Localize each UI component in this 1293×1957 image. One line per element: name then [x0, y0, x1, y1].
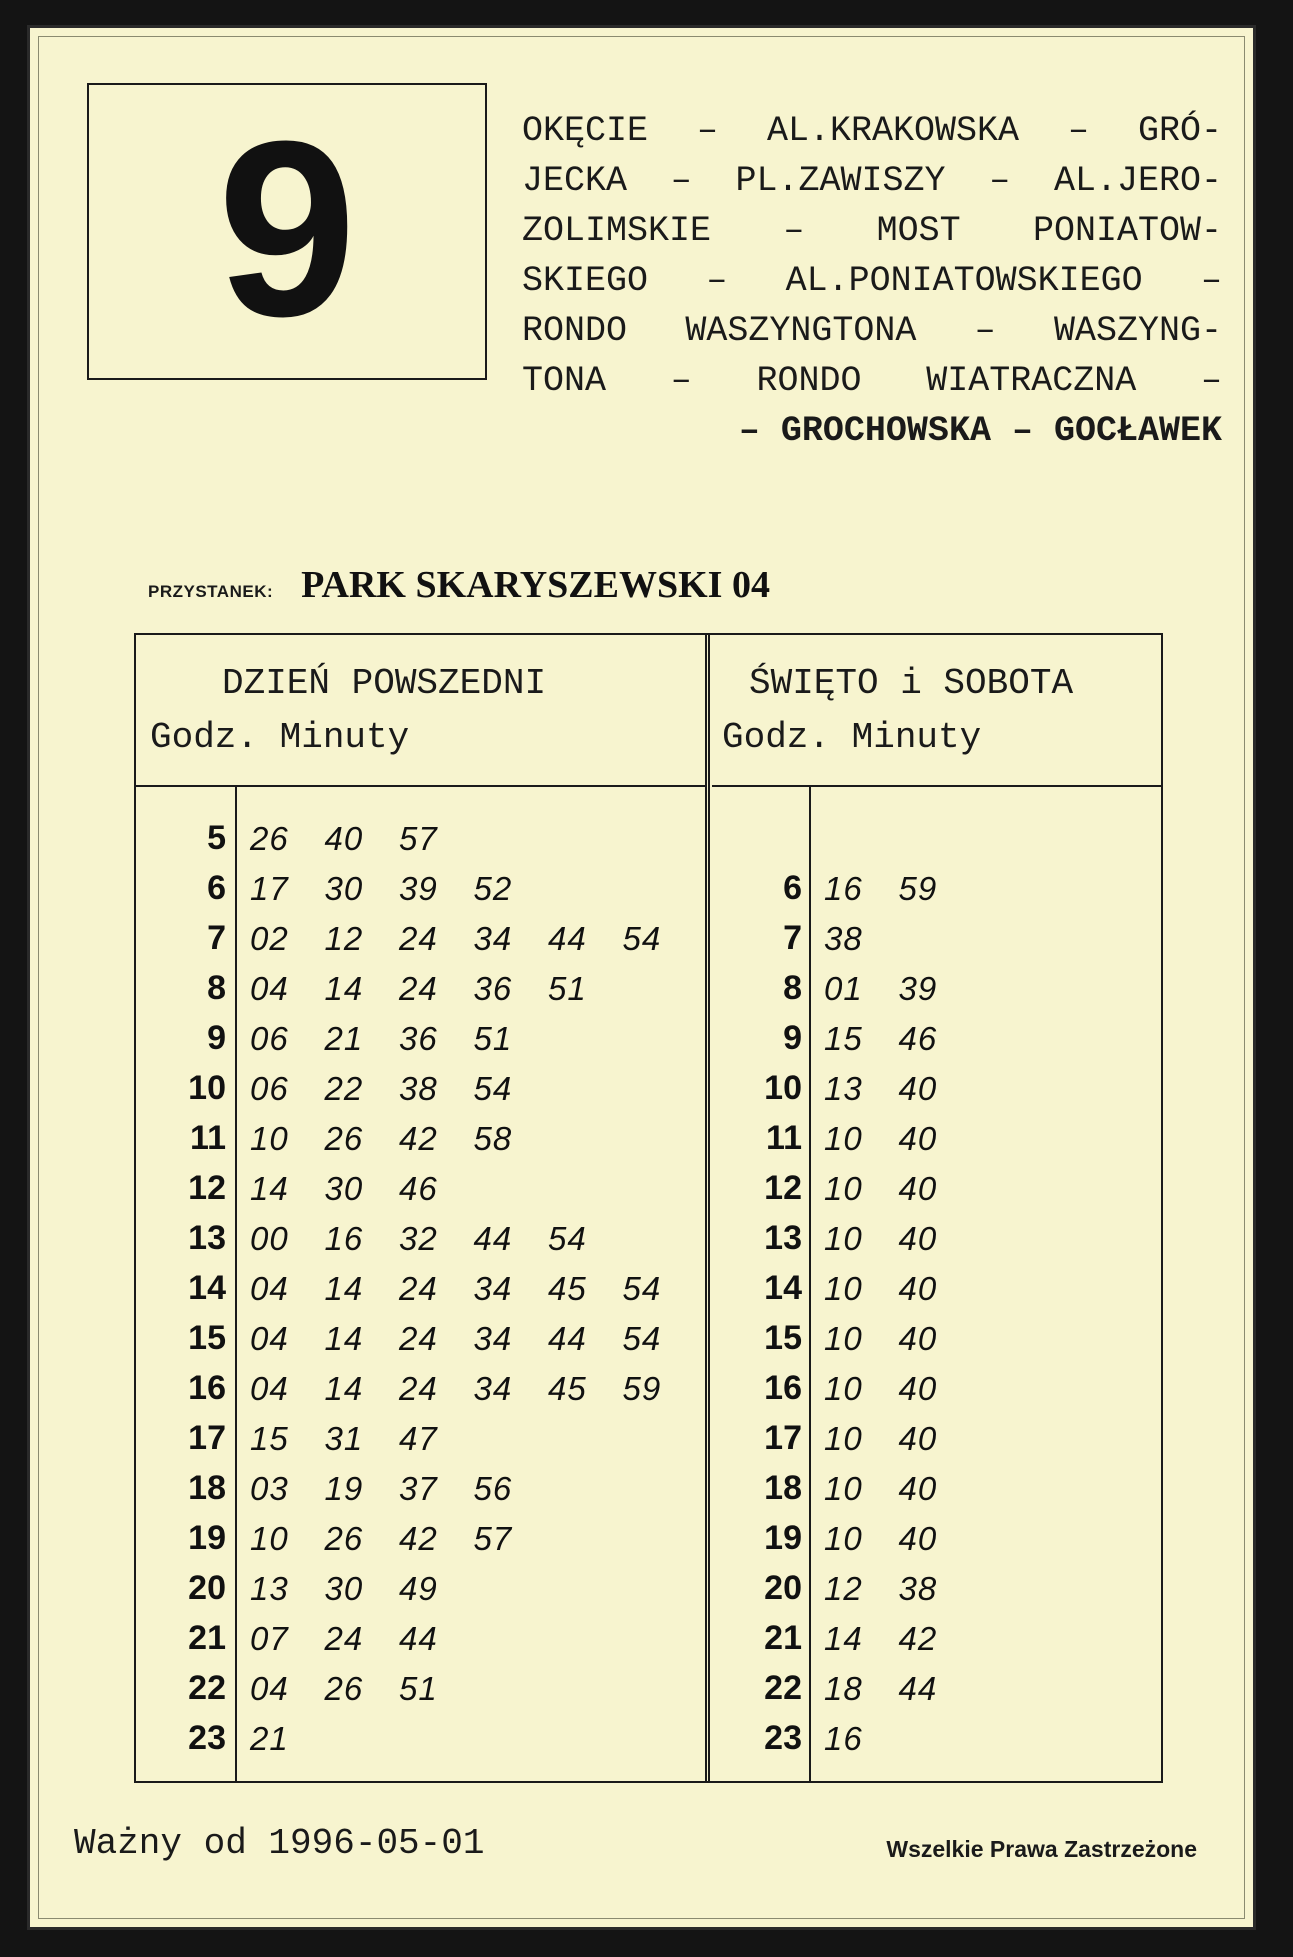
weekday-minute: 04 [250, 1270, 289, 1307]
weekday-minute: 45 [548, 1270, 587, 1307]
holiday-minute: 10 [824, 1420, 863, 1457]
weekday-minutes [250, 1570, 474, 1608]
valid-from: Ważny od 1996-05-01 [74, 1823, 485, 1864]
weekday-minutes [250, 1620, 474, 1658]
holiday-hour: 13 [764, 1219, 802, 1257]
weekday-minutes [250, 1520, 548, 1558]
weekday-minute: 44 [548, 920, 587, 957]
weekday-minute: 07 [250, 1620, 289, 1657]
holiday-minute: 10 [824, 1270, 863, 1307]
holiday-minute: 40 [898, 1070, 938, 1107]
holiday-minute: 40 [898, 1270, 938, 1307]
weekday-minute: 00 [250, 1220, 289, 1257]
weekday-row [136, 1015, 706, 1065]
holiday-row [712, 1315, 1162, 1365]
weekday-hour: 13 [188, 1219, 226, 1257]
holiday-minute: 13 [824, 1070, 863, 1107]
weekday-minute: 04 [250, 1320, 289, 1357]
holiday-hour: 23 [764, 1719, 802, 1757]
holiday-minute: 38 [824, 920, 863, 957]
weekday-hour: 6 [207, 869, 226, 907]
weekday-minute: 45 [548, 1370, 587, 1407]
weekday-minutes [250, 920, 697, 958]
weekday-minute: 14 [324, 970, 364, 1007]
weekday-minute: 26 [250, 820, 289, 857]
weekday-minute: 17 [250, 870, 289, 907]
weekday-hour: 5 [207, 819, 226, 857]
weekday-minute: 10 [250, 1520, 289, 1557]
holiday-hour: 19 [764, 1519, 802, 1557]
holiday-row [712, 1215, 1162, 1265]
holiday-minutes [824, 1670, 973, 1708]
weekday-minutes [250, 1320, 697, 1358]
holiday-minute: 15 [824, 1020, 863, 1057]
weekday-minute: 10 [250, 1120, 289, 1157]
weekday-minute: 24 [324, 1620, 364, 1657]
holiday-row [712, 965, 1162, 1015]
holiday-hour: 7 [783, 919, 802, 957]
weekday-row [136, 1565, 706, 1615]
weekday-minute: 24 [399, 1370, 438, 1407]
holiday-minute: 10 [824, 1220, 863, 1257]
holiday-minute: 40 [898, 1370, 938, 1407]
holiday-hour: 16 [764, 1369, 802, 1407]
weekday-minute: 34 [473, 1270, 513, 1307]
holiday-minutes [824, 1470, 973, 1508]
holiday-hour: 11 [766, 1119, 802, 1157]
weekday-panel [136, 635, 706, 1781]
holiday-hour: 12 [764, 1169, 802, 1207]
holiday-minute: 40 [898, 1120, 938, 1157]
holiday-column-labels: Godz. Minuty [722, 717, 982, 758]
route-line: – GROCHOWSKA – GOCŁAWEK [738, 411, 1222, 451]
route-line: SKIEGO – AL.PONIATOWSKIEGO – [522, 261, 1222, 301]
weekday-minute: 19 [324, 1470, 364, 1507]
weekday-minute: 06 [250, 1070, 289, 1107]
stop-label: PRZYSTANEK: [148, 582, 274, 601]
rights-notice: Wszelkie Prawa Zastrzeżone [886, 1836, 1197, 1862]
weekday-minute: 26 [324, 1120, 364, 1157]
weekday-minute: 04 [250, 1370, 289, 1407]
weekday-header [136, 635, 706, 787]
weekday-minute: 30 [324, 1170, 364, 1207]
holiday-minute: 40 [898, 1170, 938, 1207]
weekday-minute: 02 [250, 920, 289, 957]
weekday-minutes [250, 1220, 623, 1258]
holiday-row [712, 1465, 1162, 1515]
holiday-row [712, 1115, 1162, 1165]
weekday-hour: 7 [207, 919, 226, 957]
weekday-hour: 21 [188, 1619, 226, 1657]
weekday-minute: 36 [399, 1020, 438, 1057]
weekday-minute: 03 [250, 1470, 289, 1507]
weekday-hour: 19 [188, 1519, 226, 1557]
weekday-minute: 51 [399, 1670, 438, 1707]
weekday-hour: 11 [190, 1119, 226, 1157]
weekday-minute: 44 [473, 1220, 513, 1257]
route-line: JECKA – PL.ZAWISZY – AL.JERO- [522, 161, 1222, 201]
weekday-minute: 24 [399, 1270, 438, 1307]
weekday-row [136, 1415, 706, 1465]
holiday-minutes [824, 1570, 973, 1608]
weekday-minute: 14 [324, 1270, 364, 1307]
weekday-minute: 58 [473, 1120, 513, 1157]
holiday-minute: 39 [898, 970, 938, 1007]
weekday-minutes [250, 1270, 697, 1308]
weekday-row [136, 1615, 706, 1665]
weekday-hour: 22 [188, 1669, 226, 1707]
holiday-hour: 10 [764, 1069, 802, 1107]
weekday-row [136, 1715, 706, 1765]
holiday-minute: 44 [898, 1670, 938, 1707]
weekday-hour: 20 [188, 1569, 226, 1607]
holiday-minutes [824, 1720, 899, 1758]
weekday-row [136, 1665, 706, 1715]
holiday-minutes [824, 1620, 973, 1658]
weekday-hour: 14 [188, 1269, 226, 1307]
holiday-row [712, 915, 1162, 965]
weekday-minute: 14 [324, 1370, 364, 1407]
holiday-row [712, 1165, 1162, 1215]
weekday-minute: 42 [399, 1520, 438, 1557]
holiday-row [712, 1565, 1162, 1615]
weekday-minute: 46 [399, 1170, 438, 1207]
holiday-minute: 40 [898, 1420, 938, 1457]
holiday-hour: 8 [783, 969, 802, 1007]
holiday-minutes [824, 970, 973, 1008]
weekday-hour: 10 [188, 1069, 226, 1107]
weekday-hour: 16 [188, 1369, 226, 1407]
stop-row [148, 563, 770, 607]
weekday-minutes [250, 820, 474, 858]
weekday-row [136, 1465, 706, 1515]
holiday-minute: 18 [824, 1670, 863, 1707]
weekday-minute: 57 [399, 820, 438, 857]
weekday-minute: 54 [622, 1320, 662, 1357]
holiday-minute: 10 [824, 1170, 863, 1207]
holiday-title: ŚWIĘTO i SOBOTA [749, 663, 1074, 704]
holiday-minute: 10 [824, 1370, 863, 1407]
holiday-row [712, 815, 1162, 865]
holiday-minute: 46 [898, 1020, 938, 1057]
holiday-hour: 18 [764, 1469, 802, 1507]
holiday-panel [712, 635, 1162, 1781]
weekday-minute: 54 [548, 1220, 587, 1257]
holiday-minute: 40 [898, 1320, 938, 1357]
holiday-minutes [824, 1520, 973, 1558]
line-number-box [87, 83, 487, 380]
holiday-hour: 15 [764, 1319, 802, 1357]
weekday-minute: 16 [324, 1220, 364, 1257]
weekday-minute: 04 [250, 970, 289, 1007]
weekday-minute: 40 [324, 820, 364, 857]
weekday-minute: 57 [473, 1520, 513, 1557]
weekday-minute: 36 [473, 970, 513, 1007]
weekday-minute: 31 [324, 1420, 364, 1457]
weekday-minutes [250, 1420, 474, 1458]
weekday-hour: 8 [207, 969, 226, 1007]
holiday-minutes [824, 1220, 973, 1258]
weekday-hour: 17 [188, 1419, 226, 1457]
holiday-minute: 16 [824, 870, 863, 907]
holiday-hour: 6 [783, 869, 802, 907]
weekday-minute: 54 [622, 1270, 662, 1307]
weekday-minute: 37 [399, 1470, 438, 1507]
weekday-row [136, 815, 706, 865]
holiday-minute: 10 [824, 1120, 863, 1157]
holiday-minute: 10 [824, 1470, 863, 1507]
weekday-hour: 12 [188, 1169, 226, 1207]
holiday-row [712, 1715, 1162, 1765]
weekday-minute: 21 [250, 1720, 289, 1757]
holiday-minute: 38 [898, 1570, 938, 1607]
weekday-row [136, 1215, 706, 1265]
weekday-minutes [250, 1070, 548, 1108]
holiday-minute: 16 [824, 1720, 863, 1757]
holiday-minutes [824, 1370, 973, 1408]
weekday-hour: 23 [188, 1719, 226, 1757]
timetable-grid [134, 633, 1163, 1783]
weekday-minute: 24 [399, 970, 438, 1007]
weekday-minute: 04 [250, 1670, 289, 1707]
weekday-minute: 34 [473, 920, 513, 957]
holiday-minute: 40 [898, 1470, 938, 1507]
weekday-row [136, 1115, 706, 1165]
weekday-minute: 42 [399, 1120, 438, 1157]
weekday-minute: 24 [399, 920, 438, 957]
weekday-minute: 12 [324, 920, 364, 957]
holiday-minutes [824, 1270, 973, 1308]
weekday-rows [136, 815, 706, 1765]
weekday-row [136, 1165, 706, 1215]
weekday-minutes [250, 1720, 325, 1758]
weekday-minute: 44 [399, 1620, 438, 1657]
panel-divider [705, 635, 710, 1781]
weekday-minutes [250, 1670, 474, 1708]
weekday-minutes [250, 1020, 548, 1058]
weekday-minutes [250, 970, 623, 1008]
weekday-minute: 24 [399, 1320, 438, 1357]
weekday-minute: 32 [399, 1220, 438, 1257]
stop-name: PARK SKARYSZEWSKI 04 [301, 564, 770, 606]
holiday-hour: 9 [783, 1019, 802, 1057]
weekday-minute: 30 [324, 1570, 364, 1607]
holiday-minute: 42 [898, 1620, 938, 1657]
weekday-minute: 15 [250, 1420, 289, 1457]
weekday-minute: 51 [473, 1020, 513, 1057]
weekday-hour: 18 [188, 1469, 226, 1507]
route-line: RONDO WASZYNGTONA – WASZYNG- [522, 311, 1222, 351]
holiday-minutes [824, 870, 973, 908]
weekday-minute: 26 [324, 1520, 364, 1557]
holiday-minutes [824, 1320, 973, 1358]
weekday-minute: 13 [250, 1570, 289, 1607]
weekday-minute: 14 [324, 1320, 364, 1357]
weekday-row [136, 915, 706, 965]
weekday-minute: 54 [473, 1070, 513, 1107]
weekday-row [136, 865, 706, 915]
weekday-minute: 34 [473, 1370, 513, 1407]
route-line: TONA – RONDO WIATRACZNA – [522, 361, 1222, 401]
weekday-minute: 26 [324, 1670, 364, 1707]
weekday-row [136, 1265, 706, 1315]
weekday-row [136, 1315, 706, 1365]
holiday-minute: 10 [824, 1320, 863, 1357]
holiday-minute: 59 [898, 870, 938, 907]
holiday-row [712, 1365, 1162, 1415]
holiday-row [712, 865, 1162, 915]
weekday-minutes [250, 1370, 697, 1408]
weekday-minute: 30 [324, 870, 364, 907]
route-description [522, 106, 1222, 456]
holiday-minutes [824, 1020, 973, 1058]
weekday-minute: 49 [399, 1570, 438, 1607]
holiday-minute: 12 [824, 1570, 863, 1607]
weekday-minutes [250, 1470, 548, 1508]
holiday-minute: 14 [824, 1620, 863, 1657]
holiday-rows [712, 815, 1162, 1765]
holiday-row [712, 1065, 1162, 1115]
weekday-title: DZIEŃ POWSZEDNI [222, 663, 547, 704]
holiday-row [712, 1415, 1162, 1465]
weekday-hour: 15 [188, 1319, 226, 1357]
weekday-minute: 34 [473, 1320, 513, 1357]
weekday-minute: 39 [399, 870, 438, 907]
weekday-minutes [250, 870, 548, 908]
holiday-minutes [824, 1070, 973, 1108]
holiday-hour: 22 [764, 1669, 802, 1707]
weekday-minute: 06 [250, 1020, 289, 1057]
holiday-minute: 40 [898, 1520, 938, 1557]
weekday-minute: 38 [399, 1070, 438, 1107]
weekday-row [136, 965, 706, 1015]
weekday-minute: 51 [548, 970, 587, 1007]
holiday-header [712, 635, 1162, 787]
holiday-hour: 14 [764, 1269, 802, 1307]
holiday-hour: 17 [764, 1419, 802, 1457]
holiday-row [712, 1665, 1162, 1715]
holiday-minutes [824, 920, 899, 958]
holiday-minutes [824, 1120, 973, 1158]
weekday-hour: 9 [207, 1019, 226, 1057]
weekday-minute: 47 [399, 1420, 438, 1457]
holiday-minutes [824, 1420, 973, 1458]
weekday-row [136, 1515, 706, 1565]
holiday-minute: 10 [824, 1520, 863, 1557]
weekday-minute: 22 [324, 1070, 364, 1107]
weekday-minute: 54 [622, 920, 662, 957]
weekday-minute: 44 [548, 1320, 587, 1357]
holiday-row [712, 1265, 1162, 1315]
holiday-minutes [824, 1170, 973, 1208]
weekday-column-labels: Godz. Minuty [150, 717, 410, 758]
weekday-row [136, 1065, 706, 1115]
holiday-minute: 01 [824, 970, 863, 1007]
weekday-minutes [250, 1120, 548, 1158]
weekday-minute: 56 [473, 1470, 513, 1507]
weekday-minute: 14 [250, 1170, 289, 1207]
weekday-minute: 21 [324, 1020, 364, 1057]
route-line: ZOLIMSKIE – MOST PONIATOW- [522, 211, 1222, 251]
timetable-sheet [27, 25, 1256, 1930]
holiday-hour: 20 [764, 1569, 802, 1607]
holiday-row [712, 1615, 1162, 1665]
holiday-row [712, 1515, 1162, 1565]
weekday-minute: 59 [622, 1370, 662, 1407]
route-line: OKĘCIE – AL.KRAKOWSKA – GRÓ- [522, 111, 1222, 151]
holiday-minute: 40 [898, 1220, 938, 1257]
holiday-hour: 21 [764, 1619, 802, 1657]
weekday-minute: 52 [473, 870, 513, 907]
weekday-minutes [250, 1170, 474, 1208]
weekday-row [136, 1365, 706, 1415]
line-number: 9 [217, 88, 357, 368]
holiday-row [712, 1015, 1162, 1065]
